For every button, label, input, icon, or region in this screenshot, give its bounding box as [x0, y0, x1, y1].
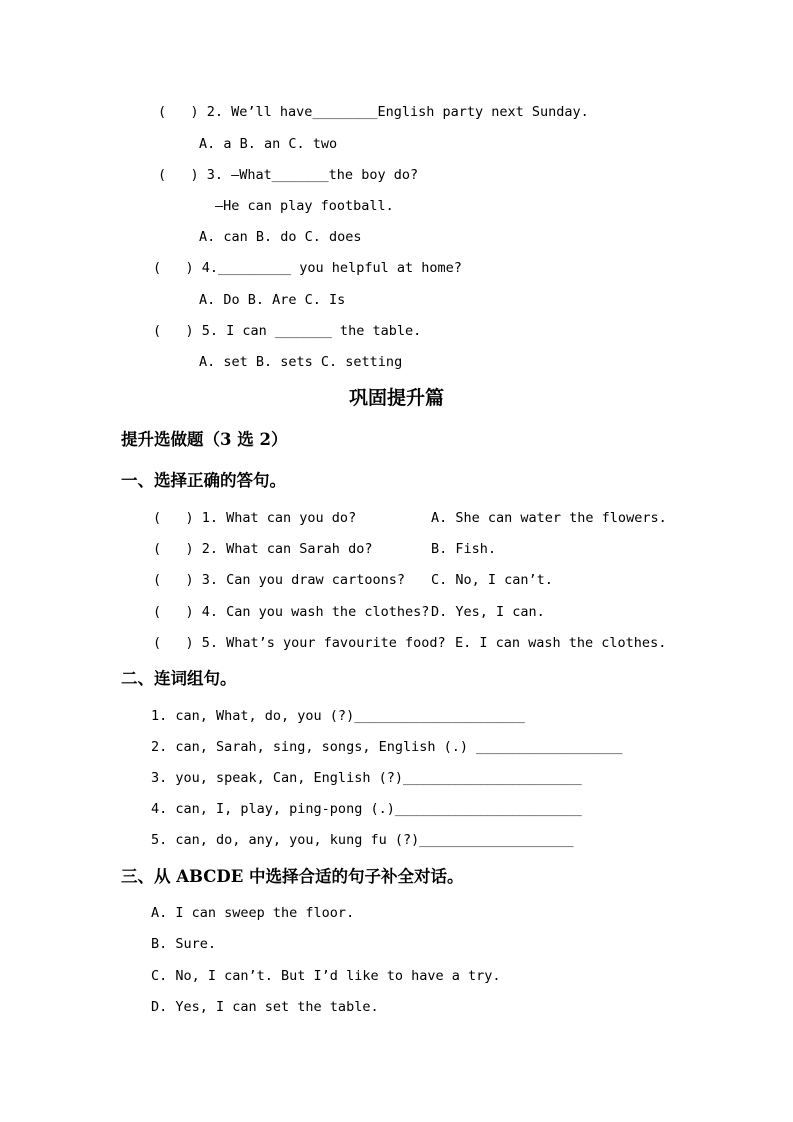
question-4: ( ) 4._________ you helpful at home?	[153, 260, 462, 276]
match-question-3: ( ) 3. Can you draw cartoons?	[153, 572, 405, 588]
sentence-item-1: 1. can, What, do, you (?)_____________________	[151, 708, 525, 724]
match-answer-e: E. I can wash the clothes.	[455, 635, 667, 651]
sentence-item-4: 4. can, I, play, ping-pong (.)_______________________	[151, 801, 582, 817]
dialogue-option-b: B. Sure.	[151, 936, 217, 952]
dialogue-option-d: D. Yes, I can set the table.	[151, 999, 379, 1015]
match-question-4: ( ) 4. Can you wash the clothes?	[153, 604, 430, 620]
section-3-heading: 三、从 ABCDE 中选择合适的句子补全对话。	[121, 867, 464, 886]
question-4-options: A. Do B. Are C. Is	[199, 292, 346, 308]
question-2-options: A. a B. an C. two	[199, 136, 338, 152]
dialogue-option-a: A. I can sweep the floor.	[151, 905, 355, 921]
match-question-2: ( ) 2. What can Sarah do?	[153, 541, 373, 557]
question-3-reply: —He can play football.	[215, 198, 394, 214]
match-answer-d: D. Yes, I can.	[431, 604, 545, 620]
dialogue-option-c: C. No, I can’t. But I’d like to have a try.	[151, 968, 501, 984]
match-question-1: ( ) 1. What can you do?	[153, 510, 357, 526]
section-1-heading: 一、选择正确的答句。	[121, 471, 286, 490]
question-5: ( ) 5. I can _______ the table.	[153, 323, 422, 339]
match-question-5: ( ) 5. What’s your favourite food?	[153, 635, 446, 651]
match-answer-c: C. No, I can’t.	[431, 572, 553, 588]
sentence-item-3: 3. you, speak, Can, English (?)______________________	[151, 770, 582, 786]
sentence-item-2: 2. can, Sarah, sing, songs, English (.) __________________	[151, 739, 623, 755]
match-answer-b: B. Fish.	[431, 541, 497, 557]
subtitle: 提升选做题（3 选 2）	[121, 430, 288, 449]
question-5-options: A. set B. sets C. setting	[199, 354, 403, 370]
match-answer-a: A. She can water the flowers.	[431, 510, 667, 526]
question-3: ( ) 3. —What_______the boy do?	[158, 167, 419, 183]
sentence-item-5: 5. can, do, any, you, kung fu (?)___________________	[151, 832, 574, 848]
question-2: ( ) 2. We’ll have________English party next Sunday.	[158, 104, 589, 120]
question-3-options: A. can B. do C. does	[199, 229, 362, 245]
section-2-heading: 二、连词组句。	[121, 669, 237, 688]
section-title: 巩固提升篇	[348, 387, 444, 409]
